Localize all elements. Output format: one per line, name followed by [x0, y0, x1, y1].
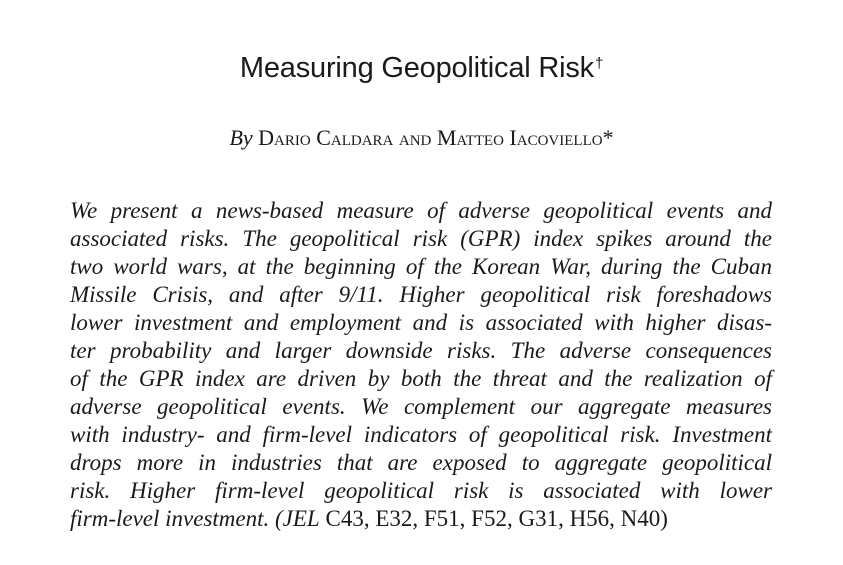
jel-label: JEL: [282, 506, 320, 531]
author-footnote-mark: *: [602, 125, 614, 150]
abstract-line: two world wars, at the beginning of the Korean War, during the Cuban: [70, 254, 772, 279]
author-byline: [0, 123, 843, 153]
abstract-line: adverse geopolitical events. We complement our aggregate measures: [70, 394, 772, 419]
abstract: [70, 197, 772, 533]
abstract-line: with industry- and firm-level indicators of geopolitical risk. Investment: [70, 422, 772, 447]
abstract-line: lower investment and employment and is associated with higher disas-: [70, 310, 772, 335]
abstract-last-line: [70, 505, 772, 533]
abstract-line: drops more in industries that are exposed to aggregate geopolitical: [70, 450, 772, 475]
abstract-line: risk. Higher firm-level geopolitical risk is associated with lower: [70, 478, 772, 503]
abstract-last-text: firm-level investment. (: [70, 506, 283, 531]
title-footnote-mark: †: [594, 55, 604, 72]
byline-authors: Dario Caldara and Matteo Iacoviello: [258, 125, 603, 150]
abstract-line: Missile Crisis, and after 9/11. Higher geopolitical risk foreshadows: [70, 282, 772, 307]
abstract-line: ter probability and larger downside risks. The adverse consequences: [70, 338, 772, 363]
title-text: Measuring Geopolitical Risk: [239, 52, 594, 84]
byline-by: By: [229, 125, 253, 150]
abstract-line: associated risks. The geopolitical risk (GPR) index spikes around the: [70, 226, 772, 251]
jel-codes: C43, E32, F51, F52, G31, H56, N40): [319, 506, 668, 531]
abstract-line: We present a news-based measure of adverse geopolitical events and: [70, 198, 772, 223]
paper-title: [0, 50, 843, 86]
abstract-line: of the GPR index are driven by both the threat and the realization of: [70, 366, 772, 391]
